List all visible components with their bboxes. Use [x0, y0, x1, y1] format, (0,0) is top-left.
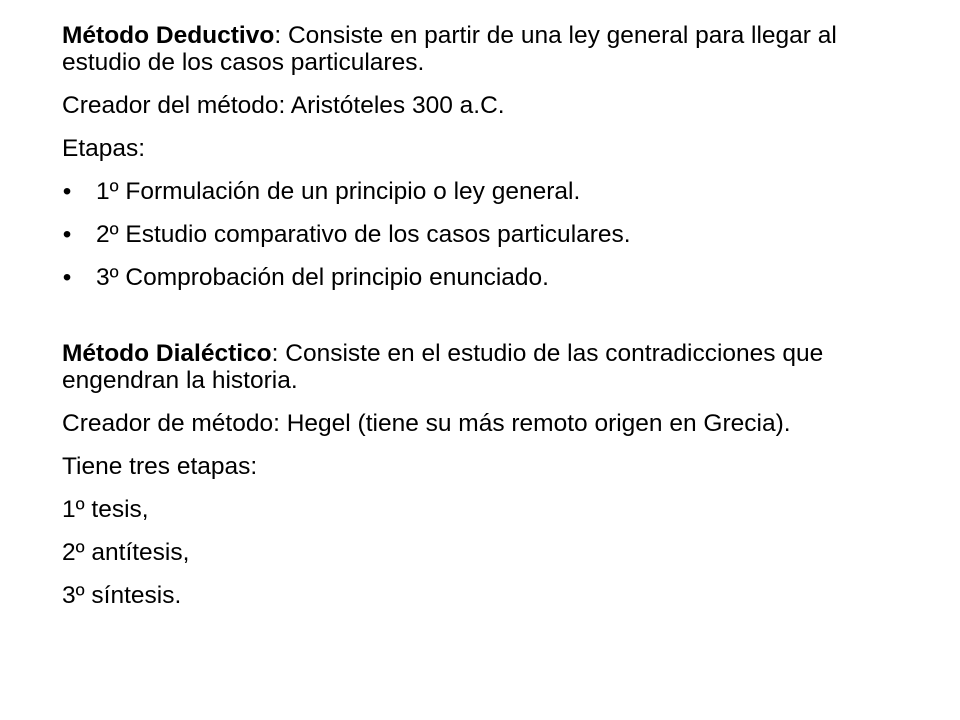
deductive-stage-text: 1º Formulación de un principio o ley general. — [96, 178, 581, 205]
dialectic-stages-label: Tiene tres etapas: — [62, 453, 258, 480]
deductive-stages-label: Etapas: — [62, 135, 146, 162]
deductive-title: Método Deductivo — [62, 22, 275, 49]
dialectic-step-2: 2º antítesis, — [62, 539, 190, 566]
bullet-icon: • — [62, 178, 72, 205]
deductive-stage-text: 3º Comprobación del principio enunciado. — [96, 264, 549, 291]
deductive-creator: Creador del método: Aristóteles 300 a.C. — [62, 92, 505, 119]
bullet-icon: • — [62, 264, 72, 291]
deductive-stage-3 — [62, 264, 912, 291]
dialectic-title: Método Dialéctico — [62, 340, 272, 367]
deductive-stage-1 — [62, 178, 912, 205]
deductive-description: : Consiste en partir de una ley general para llegar al estudio de los casos particulares. — [62, 22, 837, 76]
deductive-definition — [62, 22, 912, 76]
dialectic-step-3: 3º síntesis. — [62, 582, 182, 609]
dialectic-definition — [62, 340, 912, 394]
slide-body — [62, 22, 912, 609]
dialectic-step-1: 1º tesis, — [62, 496, 149, 523]
deductive-stage-text: 2º Estudio comparativo de los casos particulares. — [96, 221, 631, 248]
dialectic-description: : Consiste en el estudio de las contradicciones que engendran la historia. — [62, 340, 824, 394]
bullet-icon: • — [62, 221, 72, 248]
deductive-stage-2 — [62, 221, 912, 248]
dialectic-creator: Creador de método: Hegel (tiene su más remoto origen en Grecia). — [62, 410, 791, 437]
